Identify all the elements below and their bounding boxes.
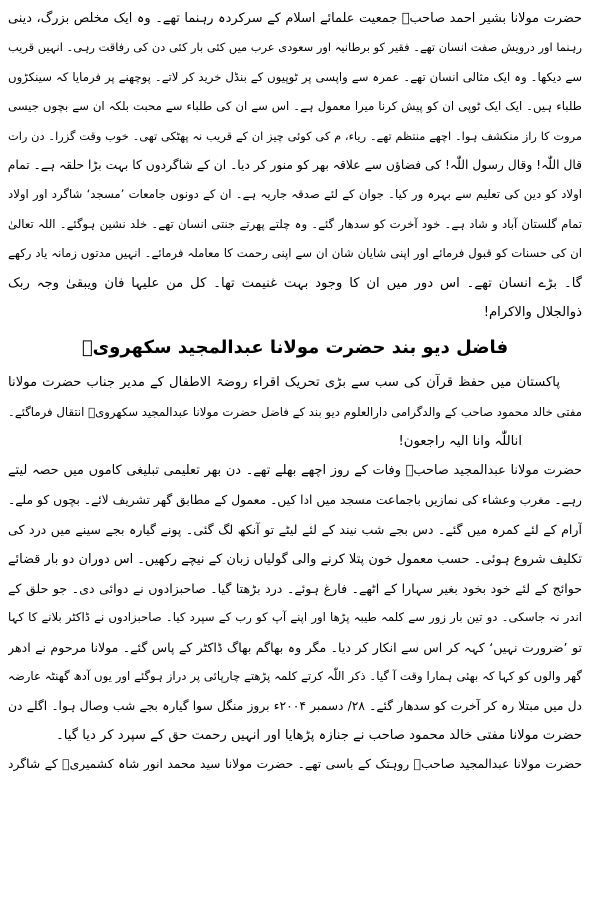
text-line: قال اللّٰہ! وقال رسول اللّٰہ! کی فضاؤں سے علاقہ بھر کو منور کر دیا۔ ان کے شاگردوں کا بہت بڑا حلقہ ہے۔ تمام xyxy=(8,157,582,172)
text-line: حضرت مولانا بشیر احمد صاحبؒ جمعیت علمائے اسلام کے سرکردہ رہنما تھے۔ وہ ایک مخلص بزرگ، دینی xyxy=(8,11,582,26)
article-abdul-majeed xyxy=(8,368,582,779)
text-line: رہے۔ مغرب وعشاء کی نمازیں باجماعت مسجد میں ادا کیں۔ معمول کے مطابق گھر تشریف لائے۔ بچوں کو ملے۔ xyxy=(8,492,582,507)
text-line: سے دیکھا۔ وہ ایک مثالی انسان تھے۔ عمرہ سے واپسی پر ٹوپیوں کے بنڈل خرید کر لاتے۔ پوچھنے پر فرمایا کہ سینکڑوں xyxy=(8,69,582,84)
article-heading: فاضل دیو بند حضرت مولانا عبدالمجید سکھرویؒ xyxy=(81,337,509,359)
text-line: تکلیف شروع ہوئی۔ حسب معمول خون پتلا کرنے والی گولیاں زبان کے نیچے رکھیں۔ اس دوران دو بار قضائے xyxy=(8,551,582,567)
text-line: حضرت مولانا عبدالمجید صاحبؒ وفات کے روز اچھے بھلے تھے۔ دن بھر تعلیمی تبلیغی کاموں میں حصہ لیتے xyxy=(8,463,582,479)
text-line: گھر والوں کو کہا کہ بھئی ہمارا وقت آ گیا۔ ذکر اللّٰہ کرتے کلمہ پڑھتے چارپائی پر دراز ہوگئے اور یوں آدھ گھنٹہ عارضہ xyxy=(8,669,582,684)
text-line: طلباء ہیں۔ ایک ایک ٹوپی ان کو پیش کرنا میرا معمول ہے۔ اس سے ان کی طلباء سے محبت بلکہ ان سے بچوں جیسی xyxy=(8,99,582,114)
text-line: گا۔ بڑے انسان تھے۔ اس دور میں ان کا وجود بہت غنیمت تھا۔ کل من علیہا فان ویبقیٰ وجہ ربک xyxy=(8,275,582,291)
text-line: تمام گلستان آباد و شاد ہے۔ خود آخرت کو سدھار گئے۔ وہ چلتے پھرتے جنتی انسان تھے۔ خلد نشین ہوگئے۔ اللہ تعالیٰ xyxy=(8,216,582,231)
salutation-line: اناللّٰہ وانا الیہ راجعون! xyxy=(398,434,522,450)
text-line: ذوالجلال والاکرام! xyxy=(483,304,582,320)
text-line: اندر نہ جاسکی۔ دو تین بار زور سے کلمہ طیبہ پڑھا اور اپنے آپ کو رب کے سپرد کیا۔ صاحبزادوں نے ڈاکٹر بلانے کا کہا xyxy=(8,610,582,625)
text-line: مروت کا راز منکشف ہوا۔ اچھے منتظم تھے۔ ریاء، م کی کوئی چیز ان کے قریب نہ پھٹکی تھی۔ خوب وقت گزرا۔ دن رات xyxy=(8,128,582,143)
text-line: حضرت مولانا مفتی خالد محمود صاحب نے جنازہ پڑھایا اور انہیں رحمت حق کے سپرد کر دیا گیا۔ xyxy=(56,727,582,743)
text-line: حضرت مولانا عبدالمجید صاحبؒ روہتک کے باسی تھے۔ حضرت مولانا سید محمد انور شاہ کشمیریؒ کے شاگرد xyxy=(8,757,582,772)
text-line: آرام کے لئے کمرہ میں گئے۔ دس بجے شب نیند کے لئے لیٹے تو آنکھ لگ گئی۔ پونے گیارہ بجے سینے میں درد کی xyxy=(8,522,582,538)
text-line: رہنما اور درویش صفت انسان تھے۔ فقیر کو برطانیہ اور سعودی عرب میں کئی بار کئی دن کی رفاقت رہی۔ انہیں قریب xyxy=(8,40,582,55)
text-line: حوائج کے لئے خود بخود بغیر سہارا کے اٹھے۔ فارغ ہوئے۔ درد بڑھتا گیا۔ صاحبزادوں نے دوائی دی۔ جو حلق کے xyxy=(8,581,582,597)
text-line: پاکستان میں حفظ قرآن کی سب سے بڑی تحریک اقراء روضۃ الاطفال کے مدیر جناب حضرت مولانا xyxy=(8,375,560,391)
text-line: تو ’ضرورت نہیں‘ کہہ کر اس سے انکار کر دیا۔ مگر وہ بھاگم بھاگ ڈاکٹر کے پاس گئے۔ مولانا مرحوم نے ادھر xyxy=(8,639,582,655)
text-line: اولاد کو دین کی تعلیم سے بہرہ ور کیا۔ جوان کے لئے صدقہ جاریہ ہے۔ ان کے دونوں جامعات ’مسجد‘ شاگرد اور اولاد xyxy=(8,187,582,202)
text-line: ان کی حسنات کو قبول فرمائے اور اپنی شایان شان ان سے اپنی رحمت کا معاملہ فرمائے۔ انہیں مدتوں زمانہ یاد رکھے xyxy=(8,246,582,261)
text-line: مفتی خالد محمود صاحب کے والدگرامی دارالعلوم دیو بند کے فاضل حضرت مولانا عبدالمجید سکھرویؒ انتقال فرماگئے۔ xyxy=(8,404,582,419)
article-bashir-ahmad xyxy=(8,4,582,327)
text-line: دل میں مبتلا رہ کر آخرت کو سدھار گئے۔ ۲۸/ دسمبر ۲۰۰۴ء بروز منگل سوا گیارہ بجے شب وصال ہوا۔ اگلے دن xyxy=(8,698,582,713)
